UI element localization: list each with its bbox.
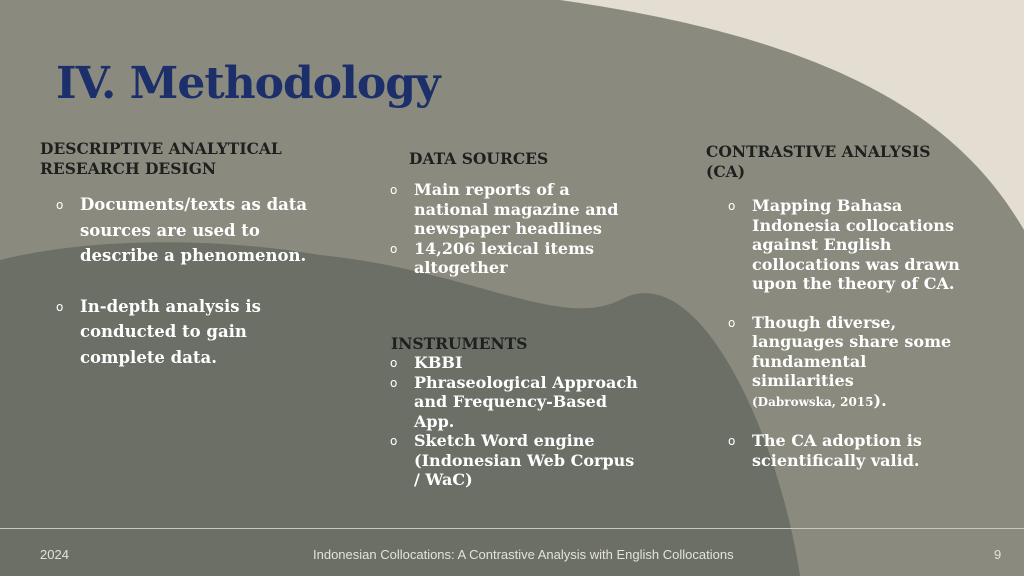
heading-research-design-line2: RESEARCH DESIGN — [40, 159, 217, 178]
page-number: 9 — [994, 547, 1002, 562]
citation-close: ). — [873, 390, 887, 410]
list-item-text: KBBI — [414, 353, 463, 372]
list-item — [390, 431, 640, 490]
list-item — [390, 373, 640, 432]
page-title: IV. Methodology — [56, 58, 440, 109]
heading-contrastive-analysis-line2: (CA) — [706, 162, 746, 181]
citation: (Dabrowska, 2015 — [752, 394, 874, 409]
list-item — [56, 294, 316, 371]
list-item-text: Sketch Word engine (Indonesian Web Corpus / WaC) — [414, 431, 635, 489]
list-item-text: Mapping Bahasa Indonesia collocations against English collocations was drawn upon the theory of CA. — [752, 196, 960, 293]
instruments-list — [390, 353, 640, 490]
list-item — [56, 192, 316, 269]
contrastive-analysis-list — [728, 196, 968, 489]
list-item — [390, 239, 640, 278]
list-item-text: In-depth analysis is conducted to gain complete data. — [80, 296, 261, 367]
bullet-icon: o — [390, 434, 398, 448]
list-item-text: Phraseological Approach and Frequency-Based App. — [414, 372, 638, 431]
bullet-icon: o — [390, 356, 398, 370]
bullet-icon: o — [390, 375, 398, 390]
bullet-icon: o — [728, 199, 736, 213]
research-design-list — [56, 192, 316, 395]
bullet-icon: o — [56, 299, 64, 314]
list-item-text: 14,206 lexical items altogether — [414, 238, 595, 277]
heading-research-design — [40, 139, 340, 179]
footer-divider — [0, 528, 1024, 529]
list-item — [728, 196, 968, 294]
list-item-text: Though diverse, languages share some fundamental similarities — [752, 312, 952, 390]
heading-contrastive-analysis — [706, 142, 1006, 182]
footer-title: Indonesian Collocations: A Contrastive Analysis with English Collocations — [313, 547, 734, 562]
list-item-text: The CA adoption is scientifically valid. — [752, 431, 922, 470]
list-item — [728, 431, 968, 470]
heading-instruments: INSTRUMENTS — [391, 334, 528, 353]
list-item — [390, 353, 640, 373]
bullet-icon: o — [390, 241, 398, 256]
data-sources-list — [390, 180, 640, 278]
bullet-icon: o — [56, 198, 64, 212]
heading-research-design-line1: DESCRIPTIVE ANALYTICAL — [40, 139, 282, 158]
list-item — [390, 180, 640, 239]
list-item-text: Main reports of a national magazine and newspaper headlines — [414, 180, 619, 238]
list-item — [728, 313, 968, 413]
bullet-icon: o — [390, 183, 398, 197]
bullet-icon: o — [728, 315, 736, 330]
heading-contrastive-analysis-line1: CONTRASTIVE ANALYSIS — [706, 142, 931, 161]
heading-data-sources: DATA SOURCES — [409, 149, 549, 168]
list-item-text: Documents/texts as data sources are used to describe a phenomenon. — [80, 195, 308, 265]
bullet-icon: o — [728, 434, 736, 448]
footer-year: 2024 — [40, 547, 69, 562]
